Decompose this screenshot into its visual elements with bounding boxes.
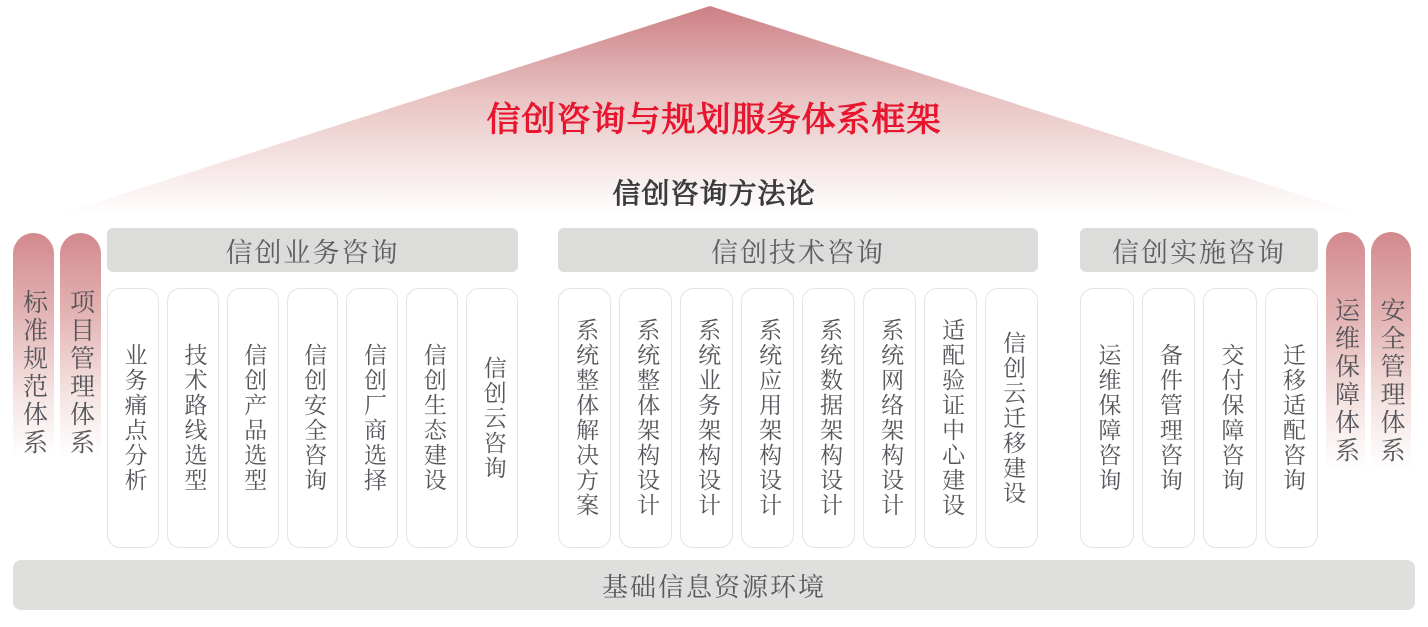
service-pillar (619, 288, 672, 548)
side-pillar-operations-assurance (1326, 232, 1365, 503)
service-pillar (924, 288, 977, 548)
service-pillar-label: 系统网络架构设计 (877, 318, 904, 518)
service-pillar-label: 信创厂商选择 (360, 343, 387, 493)
service-pillar (1203, 288, 1257, 548)
service-pillar-label: 信创生态建设 (419, 343, 446, 493)
service-pillar-label: 业务痛点分析 (120, 343, 147, 493)
side-pillar-project-management (60, 233, 101, 487)
service-pillar-label: 信创云迁移建设 (999, 330, 1026, 506)
service-pillar (227, 288, 279, 548)
group-business-consulting (107, 228, 518, 548)
service-pillar-label: 系统整体架构设计 (633, 318, 660, 518)
service-pillar (1080, 288, 1134, 548)
service-pillar-label: 信创安全咨询 (300, 343, 327, 493)
group-header: 信创业务咨询 (107, 228, 518, 272)
service-pillar (466, 288, 518, 548)
page-title: 信创咨询与规划服务体系框架 (486, 100, 942, 140)
service-pillar-label: 技术路线选型 (180, 343, 207, 493)
methodology-subtitle: 信创咨询方法论 (612, 177, 816, 210)
service-pillar-label: 交付保障咨询 (1217, 343, 1244, 493)
side-pillar-label: 安全管理体系 (1377, 296, 1406, 465)
service-pillar (346, 288, 398, 548)
service-pillar (863, 288, 916, 548)
group-header: 信创技术咨询 (558, 228, 1038, 272)
service-pillar (1265, 288, 1319, 548)
service-pillar-label: 信创产品选型 (240, 343, 267, 493)
service-pillar-label: 迁移适配咨询 (1278, 343, 1305, 493)
side-pillar-security-management (1371, 232, 1411, 503)
service-pillar (1142, 288, 1196, 548)
service-pillar-label: 系统应用架构设计 (755, 318, 782, 518)
base-environment-bar: 基础信息资源环境 (13, 560, 1415, 610)
pillar-row (558, 288, 1038, 548)
service-pillar (107, 288, 159, 548)
service-pillar (287, 288, 339, 548)
side-pillar-label: 项目管理体系 (66, 289, 96, 457)
service-pillar (985, 288, 1038, 548)
service-pillar (680, 288, 733, 548)
service-pillar-label: 信创云咨询 (479, 355, 506, 481)
group-implementation-consulting (1080, 228, 1318, 548)
service-pillar-label: 系统业务架构设计 (694, 318, 721, 518)
service-pillar-label: 备件管理咨询 (1155, 343, 1182, 493)
group-header: 信创实施咨询 (1080, 228, 1318, 272)
service-pillar (741, 288, 794, 548)
service-pillar-label: 运维保障咨询 (1094, 343, 1121, 493)
service-pillar (406, 288, 458, 548)
pillar-row (1080, 288, 1318, 548)
service-pillar-label: 系统整体解决方案 (572, 318, 599, 518)
group-technical-consulting (558, 228, 1038, 548)
side-pillar-label: 运维保障体系 (1331, 296, 1361, 465)
side-pillar-label: 标准规范体系 (19, 289, 49, 457)
service-pillar (558, 288, 611, 548)
pillar-row (107, 288, 518, 548)
service-pillar-label: 系统数据架构设计 (816, 318, 843, 518)
side-pillar-standards (13, 233, 54, 487)
service-pillar (802, 288, 855, 548)
service-pillar (167, 288, 219, 548)
service-pillar-label: 适配验证中心建设 (938, 318, 965, 518)
